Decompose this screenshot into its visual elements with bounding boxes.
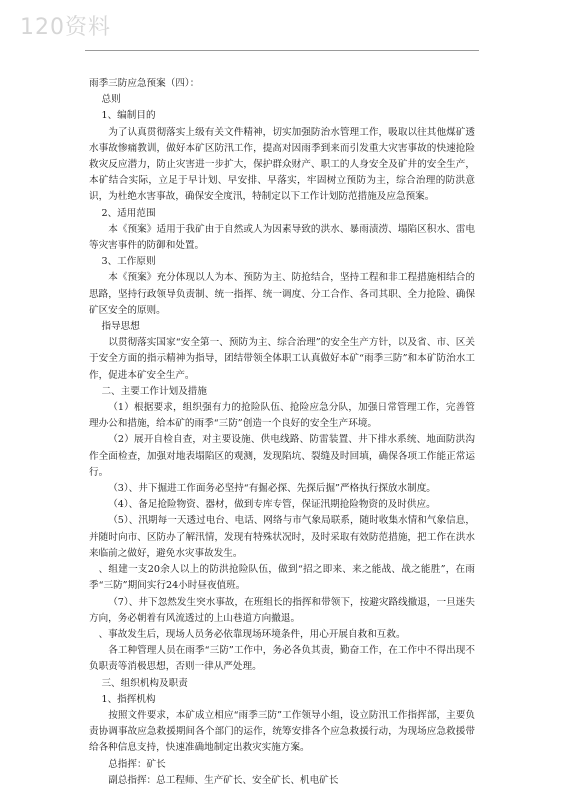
- watermark-logo: 120资料: [20, 15, 111, 40]
- paragraph-principles: 本《预案》充分体现以人为本、预防为主、防抢结合，坚持工程和非工程措施相结合的思路，坚持行政领导负责制、统一指挥、统一调度、分工合作、各司其职、全力抢险、确保矿区安全的原则。: [89, 272, 475, 316]
- paragraph-guiding-ideology: 以贯彻落实国家“安全第一、预防为主、综合治理”的安全生产方针，以及省、市、区关于安全方面的指示精神为指导，团结带领全体职工认真做好本矿“雨季三防”和本矿防治水工作，促进本矿安全生产。: [89, 337, 475, 381]
- paragraph-scope: 本《预案》适用于我矿由于自然或人为因素导致的洪水、暴雨渍涝、塌陷区积水、雷电等灾害事件的防御和处置。: [89, 223, 475, 252]
- paragraph-commander: 总指挥：矿长: [108, 758, 166, 770]
- paragraph-measure-3: （3）、井下掘进工作面务必坚持“有掘必探、先探后掘”严格执行探放水制度。: [108, 483, 436, 495]
- document-title: 雨季三防应急预案（四）：: [89, 78, 200, 89]
- paragraph-measure-1: （1）根据要求，组织强有力的抢险队伍、抢险应急分队，加强日常管理工作，完善管理办公和措施，给本矿的雨季“三防”创造一个良好的安全生产环境。: [89, 402, 475, 430]
- paragraph-measure-4: （4）、备足抢险物资、器材，做到专库专管，保证汛期抢险物资的及时供应。: [108, 499, 436, 511]
- section-heading-principles: 3、工作原则: [101, 256, 156, 268]
- paragraph-responsibility: 各工种管理人员在雨季“三防”工作中，务必各负其责，勤奋工作，在工作中不得出现不负职责等消极思想，否则一律从严处理。: [89, 645, 475, 673]
- paragraph-measure-8: 、事故发生后，现场人员务必依靠现场环境条件，用心开展自救和互救。: [98, 628, 406, 640]
- section-heading-work-plan: 二、主要工作计划及措施: [101, 385, 207, 397]
- paragraph-measure-7: （7）、井下忽然发生突水事故，在班组长的指挥和带领下，按避灾路线撤退，一旦迷失方向，务必朝着有风流透过的上山巷道方向撤退。: [89, 596, 475, 624]
- section-heading-purpose: 1、编制目的: [101, 110, 156, 122]
- section-heading-guiding-ideology: 指导思想: [101, 321, 140, 333]
- header-divider: [85, 50, 479, 51]
- paragraph-measure-6: 、组建一支20余人以上的防洪抢险队伍，做到“招之即来、来之能战、战之能胜”，在雨季“三防”期间实行24小时昼夜值班。: [89, 564, 475, 592]
- section-heading-organization: 三、组织机构及职责: [101, 677, 188, 689]
- paragraph-measure-2: （2）展开自检自查，对主要设施、供电线路、防雷装置、井下排水系统、地面防洪沟作全面检查，加强对地表塌陷区的观测，发现陷坑、裂缝及时回填，确保各项工作能正常运行。: [89, 434, 475, 478]
- section-heading-command: 1、指挥机构: [101, 693, 156, 705]
- paragraph-command: 按照文件要求，本矿成立相应“雨季三防”工作领导小组，设立防汛工作指挥部，主要负责协调事故应急救援期间各个部门的运作，统筹安排各个应急救援行动，为现场应急救援带给各种信息支持，快速准确地制定出救灾实施方案。: [89, 709, 475, 754]
- paragraph-measure-5: （5）、汛期每一天透过电台、电话、网络与市气象局联系，随时收集水情和气象信息，并随时向市、区防办了解汛情，发现有特殊状况时，及时采取有效防范措施，把工作在洪水来临前之做好，避免水灾事故发生。: [89, 515, 475, 559]
- section-heading-general: 总则: [101, 94, 121, 106]
- document-body: [89, 76, 475, 789]
- paragraph-deputy-commander: 副总指挥：总工程师、生产矿长、安全矿长、机电矿长: [108, 774, 339, 786]
- paragraph-purpose: 为了认真贯彻落实上级有关文件精神，切实加强防治水管理工作，吸取以往其他煤矿透水事故惨痛教训，做好本矿区防汛工作，提高对因雨季到来而引发重大灾害事故的快速抢险救灾反应潜力，防止灾害进一步扩大，保护群众财产、职工的人身安全及矿井的安全生产，本矿结合实际，立足于早计划、早安排、早落实，牢固树立预防为主，综合治理的防洪意识，为杜绝水害事故，确保安全度汛，特制定以下工作计划防范措施及应急预案。: [89, 126, 475, 203]
- section-heading-scope: 2、适用范围: [101, 207, 156, 219]
